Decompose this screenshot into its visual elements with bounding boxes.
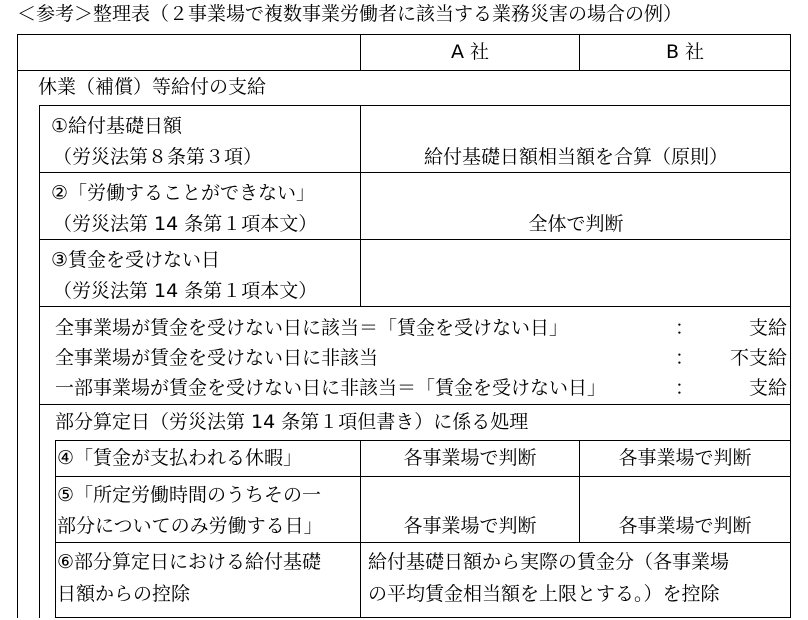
rule-left-indent-2 — [55, 440, 56, 618]
item-4-label: ④「賃金が支払われる休暇」 — [57, 447, 303, 469]
item-4-value-b: 各事業場で判断 — [618, 447, 752, 469]
item-6-value-cont: の平均賃金相当額を上限とする。）を控除 — [368, 583, 720, 605]
item-3-label: ③賃金を受けない日 — [51, 249, 221, 271]
rule-bottom — [55, 617, 791, 618]
rule-condition-2: 全事業場が賃金を受けない日に非該当 — [55, 347, 379, 369]
item-6-label-cont: 日額からの控除 — [57, 583, 191, 605]
rule-item5-bottom — [55, 542, 791, 543]
item-1-label: ①給付基礎日額 — [51, 115, 183, 137]
item-1-value: 給付基礎日額相当額を合算（原則） — [423, 146, 728, 168]
rule-separator-2: ： — [675, 347, 695, 369]
item-2-label: ②「労働することができない」 — [51, 182, 316, 204]
rule-left-outer — [17, 34, 18, 618]
item-1-citation: （労災法第８条第３項） — [53, 146, 263, 168]
item-6-label: ⑥部分算定日における給付基礎 — [57, 551, 322, 573]
item-5-label: ⑤「所定労働時間のうちその一 — [57, 484, 322, 506]
rule-result-3: 支給 — [748, 377, 787, 399]
section-partial-day-title: 部分算定日（労災法第 14 条第１項但書き）に係る処理 — [55, 411, 529, 433]
item-5-label-cont: 部分についてのみ労働する日」 — [57, 515, 323, 537]
rule-left-indent-1 — [39, 105, 40, 618]
rule-separator-1: ： — [675, 317, 695, 339]
rule-item1-bottom — [39, 172, 791, 173]
rule-condition-3: 一部事業場が賃金を受けない日に非該当＝「賃金を受けない日」 — [55, 377, 607, 399]
item-2-value: 全体で判断 — [528, 213, 624, 235]
rule-top — [17, 34, 791, 35]
reference-table — [17, 34, 791, 618]
rule-item2-bottom — [39, 239, 791, 240]
section-leave-benefits-title: 休業（補償）等給付の支給 — [38, 76, 267, 98]
rule-header-bottom — [17, 70, 791, 71]
item-5-value-a: 各事業場で判断 — [403, 515, 537, 537]
table-caption: ＜参考＞整理表（２事業場で複数事業労働者に該当する業務災害の場合の例） — [17, 3, 683, 25]
rule-result-2: 不支給 — [729, 347, 787, 369]
rule-section1-bottom — [39, 105, 791, 106]
rule-result-1: 支給 — [748, 317, 787, 339]
header-company-b: B 社 — [665, 41, 705, 63]
rule-condition-1: 全事業場が賃金を受けない日に該当＝「賃金を受けない日」 — [55, 317, 569, 339]
rule-rules-bottom — [39, 404, 791, 405]
rule-item3-bottom — [39, 306, 791, 307]
item-4-value-a: 各事業場で判断 — [403, 447, 537, 469]
rule-separator-3: ： — [675, 377, 695, 399]
item-5-value-b: 各事業場で判断 — [618, 515, 752, 537]
rule-right-outer — [790, 34, 791, 618]
rule-item4-bottom — [55, 476, 791, 477]
header-company-a: A 社 — [450, 41, 490, 63]
item-2-citation: （労災法第 14 条第１項本文） — [53, 213, 318, 235]
item-3-citation: （労災法第 14 条第１項本文） — [53, 280, 318, 302]
item-6-value: 給付基礎日額から実際の賃金分（各事業場 — [368, 551, 730, 573]
rule-section2-bottom — [55, 440, 791, 441]
rule-label-column — [360, 105, 361, 306]
